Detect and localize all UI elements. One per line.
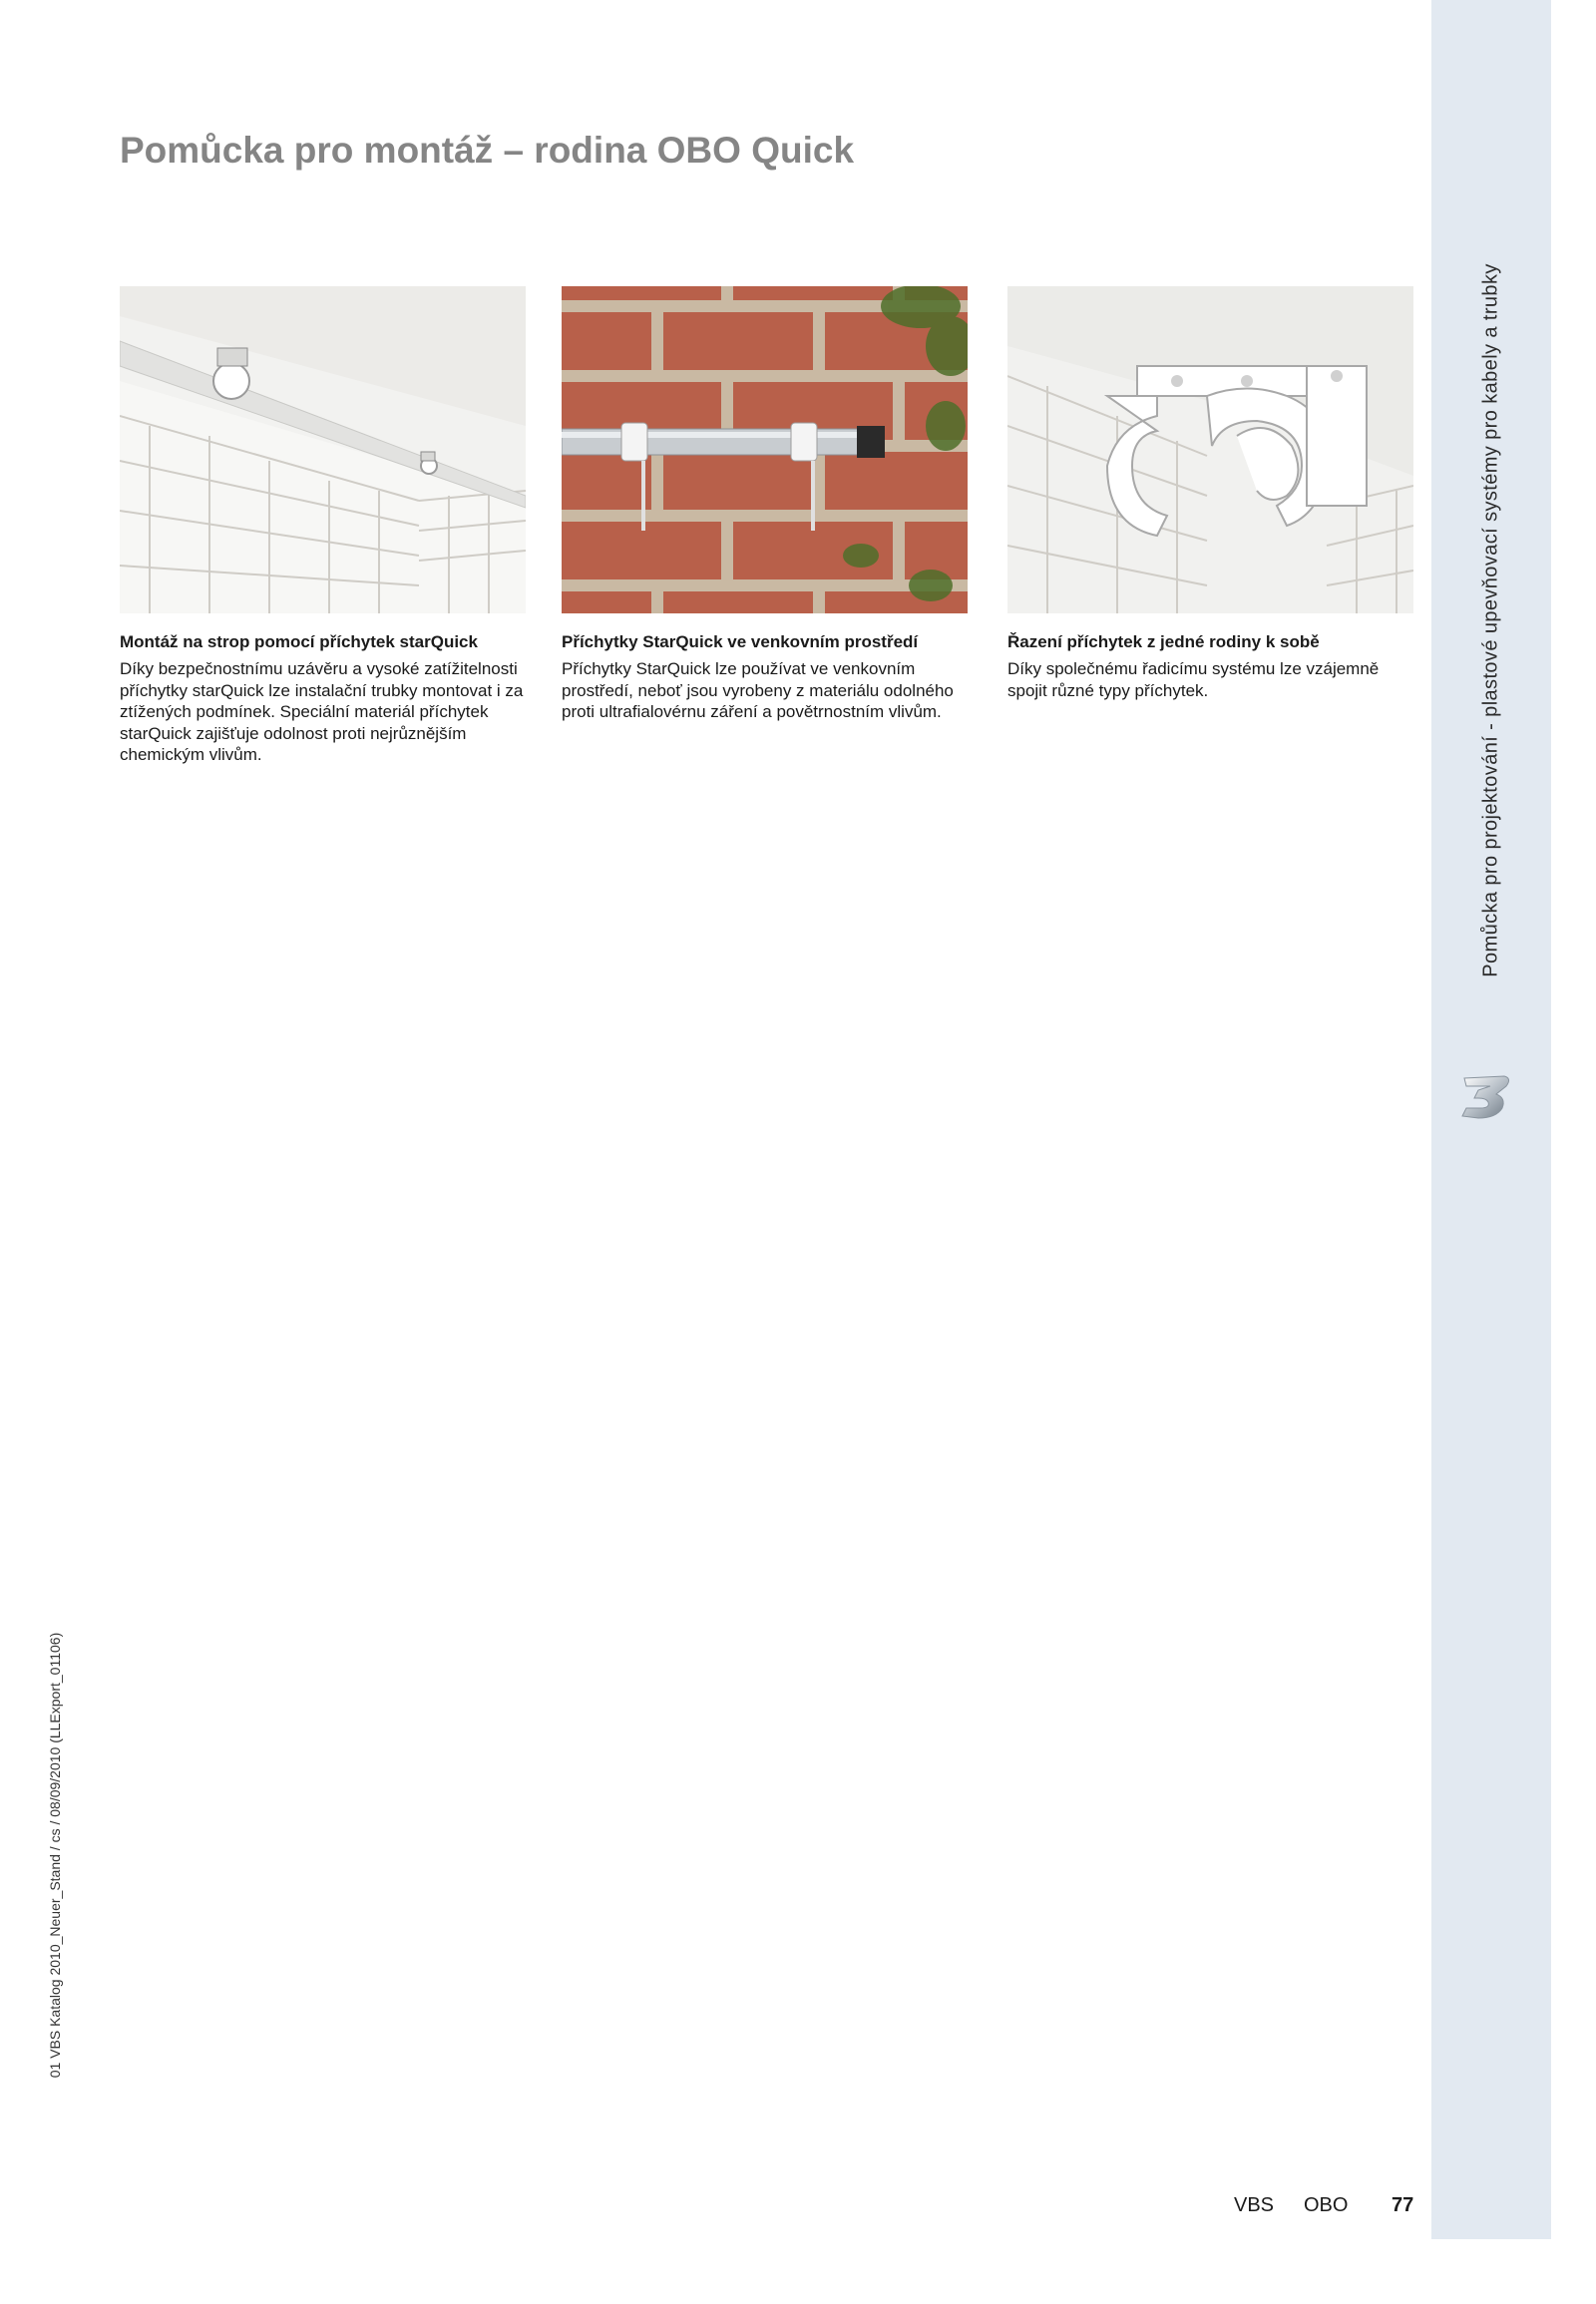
page-title: Pomůcka pro montáž – rodina OBO Quick [120,130,855,171]
brick-wall-clip-photo [562,286,968,613]
footer-obo: OBO [1304,2194,1349,2216]
column-heading: Řazení příchytek z jedné rodiny k sobě [1007,632,1320,651]
print-job-info: 01 VBS Katalog 2010_Neuer_Stand / cs / 08/09/2010 (LLExport_01106) [47,1632,63,2079]
column-ceiling-mount [120,286,526,766]
column-body: Díky bezpečnostnímu uzávěru a vysoké zatížitelnosti příchytky starQuick lze instalační trubky montovat i za ztížených podmínek. Speciální materiál příchytek starQuick zajišťuje odolnost proti nejrůznějším chemickým vlivům. [120,659,524,764]
column-joined-clips [1007,286,1413,701]
column-body: Díky společnému řadicímu systému lze vzájemně spojit různé typy příchytek. [1007,659,1380,700]
column-heading: Příchytky StarQuick ve venkovním prostředí [562,632,919,651]
side-tab-text: Pomůcka pro projektování - plastové upevňovací systémy pro kabely a trubky [1479,263,1502,977]
column-outdoor [562,286,968,723]
column-heading: Montáž na strop pomocí příchytek starQuick [120,632,478,651]
column-body: Příchytky StarQuick lze používat ve venkovním prostředí, neboť jsou vyrobeny z materiálu odolného proti ultrafialovérnu záření a povětrnostním vlivům. [562,659,954,721]
page-number: 77 [1392,2194,1414,2216]
footer-vbs: VBS [1234,2194,1275,2216]
joined-clips-photo [1007,286,1413,613]
ceiling-clip-photo [120,286,526,613]
obo-3-logo-icon [1456,1072,1516,1122]
